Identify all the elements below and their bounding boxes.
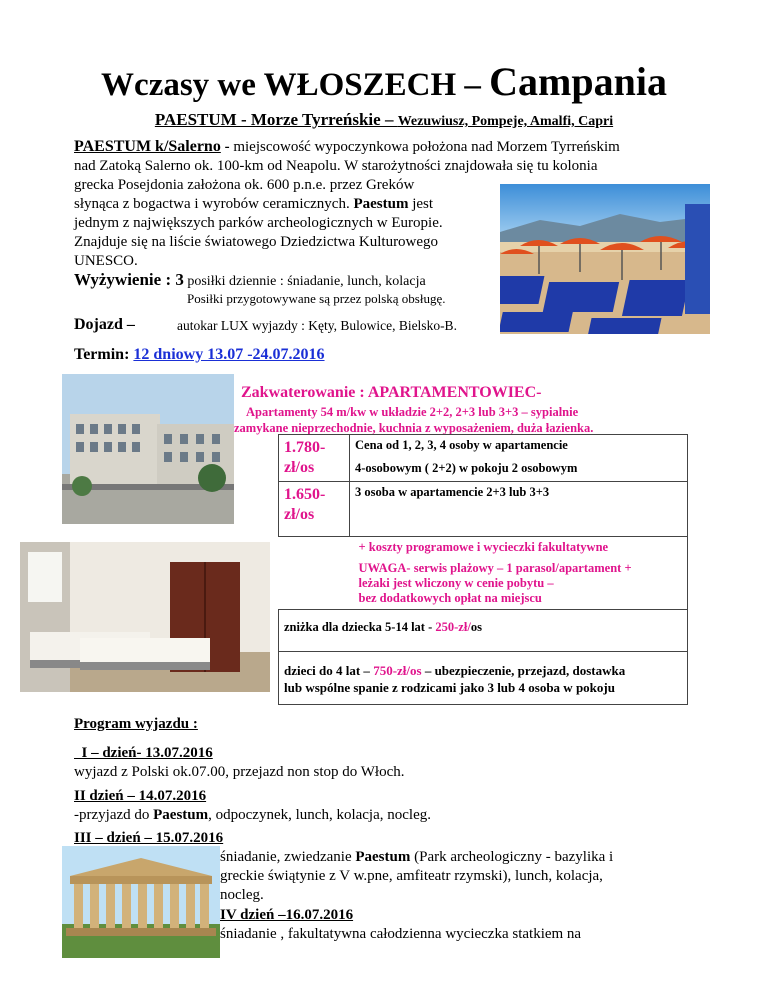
price-1-desc — [350, 435, 688, 482]
kids-text: dzieci do 4 lat – — [284, 663, 374, 678]
title-region: Campania — [489, 59, 667, 104]
transport-label-text: Dojazd – — [74, 316, 135, 333]
term-line — [74, 346, 325, 364]
meals-label: Wyżywienie — [74, 270, 162, 289]
intro-sep: - — [220, 139, 234, 155]
meals-info — [74, 270, 426, 290]
price-1-amount: 1.780- — [284, 439, 326, 456]
table-row — [279, 610, 688, 652]
term-link[interactable]: 12 dniowy 13.07 -24.07.2016 — [133, 346, 325, 363]
intro-line3: grecka Posejdonia założona ok. 600 p.n.e. przez Greków — [74, 177, 415, 193]
price-table — [278, 434, 688, 705]
transport-text: autokar LUX wyjazdy : Kęty, Bulowice, Bielsko-B. — [177, 318, 457, 333]
price-1-unit: zł/os — [284, 459, 315, 476]
beach-note-line1: UWAGA- serwis plażowy – 1 parasol/apartament + — [358, 561, 632, 575]
day-4-text: śniadanie , fakultatywna całodzienna wycieczka statkiem na — [220, 926, 582, 942]
day-1-text: wyjazd z Polski ok.07.00, przejazd non stop do Włoch. — [74, 764, 405, 780]
kids-line2: lub wspólne spanie z rodzicami jako 3 lub 4 osoba w pokoju — [284, 680, 615, 695]
intro-line5: jednym z największych parków archeologicznych w Europie. — [74, 215, 443, 231]
kids-cell — [279, 652, 688, 705]
price-2-amount: 1.650- — [284, 486, 326, 503]
price-2-desc — [350, 482, 688, 537]
accommodation-heading: Zakwaterowanie : APARTAMENTOWIEC- — [241, 384, 542, 401]
table-row — [279, 652, 688, 705]
page-subtitle — [0, 110, 768, 130]
beach-note-line3: bez dodatkowych opłat na miejscu — [358, 591, 542, 605]
subtitle-attractions: Wezuwiusz, Pompeje, Amalfi, Capri — [397, 114, 614, 129]
kids-text-b: – ubezpieczenie, przejazd, dostawka — [421, 663, 626, 678]
accommodation-line1: Apartamenty 54 m/kw w układzie 2+2, 2+3 lub 3+3 – sypialnie — [246, 405, 579, 419]
transport-label — [74, 316, 135, 334]
day-1-title: I – dzień- 13.07.2016 — [74, 745, 213, 761]
meals-count: : 3 — [161, 270, 184, 289]
intro-line4c: jest — [408, 196, 434, 212]
day-4-title: IV dzień –16.07.2016 — [220, 907, 354, 923]
term-label: Termin: — [74, 346, 134, 363]
title-text: Wczasy we WŁOSZECH – — [101, 67, 490, 103]
building-photo — [62, 374, 234, 524]
table-row — [279, 482, 688, 537]
extras-cell — [279, 537, 688, 610]
price-2 — [279, 482, 350, 537]
day-3-title: III – dzień – 15.07.2016 — [74, 830, 224, 846]
table-row — [279, 435, 688, 482]
day-3-line3: nocleg. — [220, 887, 264, 903]
price-1 — [279, 435, 350, 482]
beach-note — [359, 561, 683, 606]
day-2-text-a: -przyjazd do — [74, 807, 154, 823]
day-3-place: Paestum — [355, 849, 411, 865]
price-1-desc-line1: Cena od 1, 2, 3, 4 osoby w apartamencie — [355, 438, 568, 452]
day-3-text-c: (Park archeologiczny - bazylika i — [410, 849, 614, 865]
day-1 — [74, 744, 405, 782]
meals-note: Posiłki przygotowywane są przez polską obsługę. — [187, 291, 446, 306]
price-1-desc-line2: 4-osobowym ( 2+2) w pokoju 2 osobowym — [355, 461, 578, 475]
day-3-line2: greckie świątynie z V w.pne, amfiteatr rzymski), lunch, kolacja, — [220, 868, 603, 884]
day-2-text-c: , odpoczynek, lunch, kolacja, nocleg. — [208, 807, 431, 823]
day-2-place: Paestum — [153, 807, 209, 823]
price-2-desc-text: 3 osoba w apartamencie 2+3 lub 3+3 — [355, 485, 550, 499]
accommodation-line2: zamykane nieprzechodnie, kuchnia z wyposażeniem, duża łazienka. — [234, 421, 594, 435]
discount-text: zniżka dla dziecka 5-14 lat - — [284, 620, 436, 634]
price-2-unit: zł/os — [284, 506, 315, 523]
intro-line7: UNESCO. — [74, 253, 138, 269]
intro-line1: miejscowość wypoczynkowa położona nad Morzem Tyrreńskim — [233, 139, 620, 155]
subtitle-main: PAESTUM - Morze Tyrreńskie – — [154, 110, 398, 129]
beach-photo — [500, 184, 710, 334]
discount-value: 250-zł/ — [435, 620, 471, 634]
temple-photo — [62, 846, 220, 958]
intro-line2: nad Zatoką Salerno ok. 100-km od Neapolu. W starożytności znajdowała się tu kolonia — [74, 158, 598, 174]
discount-unit: os — [470, 620, 482, 634]
day-3-text — [220, 848, 740, 905]
intro-line6: Znajduje się na liście światowego Dziedzictwa Kulturowego — [74, 234, 439, 250]
room-photo — [20, 542, 270, 692]
intro-place: PAESTUM k/Salerno — [74, 138, 221, 155]
kids-price: 750-zł/os — [373, 663, 422, 678]
day-4 — [220, 906, 740, 944]
meals-text: posiłki dziennie : śniadanie, lunch, kolacja — [183, 274, 426, 289]
page-title — [0, 59, 768, 105]
table-row — [279, 537, 688, 610]
beach-note-line2: leżaki jest wliczony w cenie pobytu – — [358, 576, 554, 590]
intro-paestum: Paestum — [353, 196, 409, 212]
intro-line4a: słynąca z bogactwa i wyrobów ceramicznych. — [74, 196, 354, 212]
program-heading: Program wyjazdu : — [74, 716, 198, 732]
day-2-title: II dzień – 14.07.2016 — [74, 788, 207, 804]
day-3-text-a: śniadanie, zwiedzanie — [220, 849, 356, 865]
day-2 — [74, 787, 431, 825]
extras-text: + koszty programowe i wycieczki fakultatywne — [358, 540, 609, 554]
discount-cell — [279, 610, 688, 652]
accommodation-desc — [246, 404, 696, 421]
